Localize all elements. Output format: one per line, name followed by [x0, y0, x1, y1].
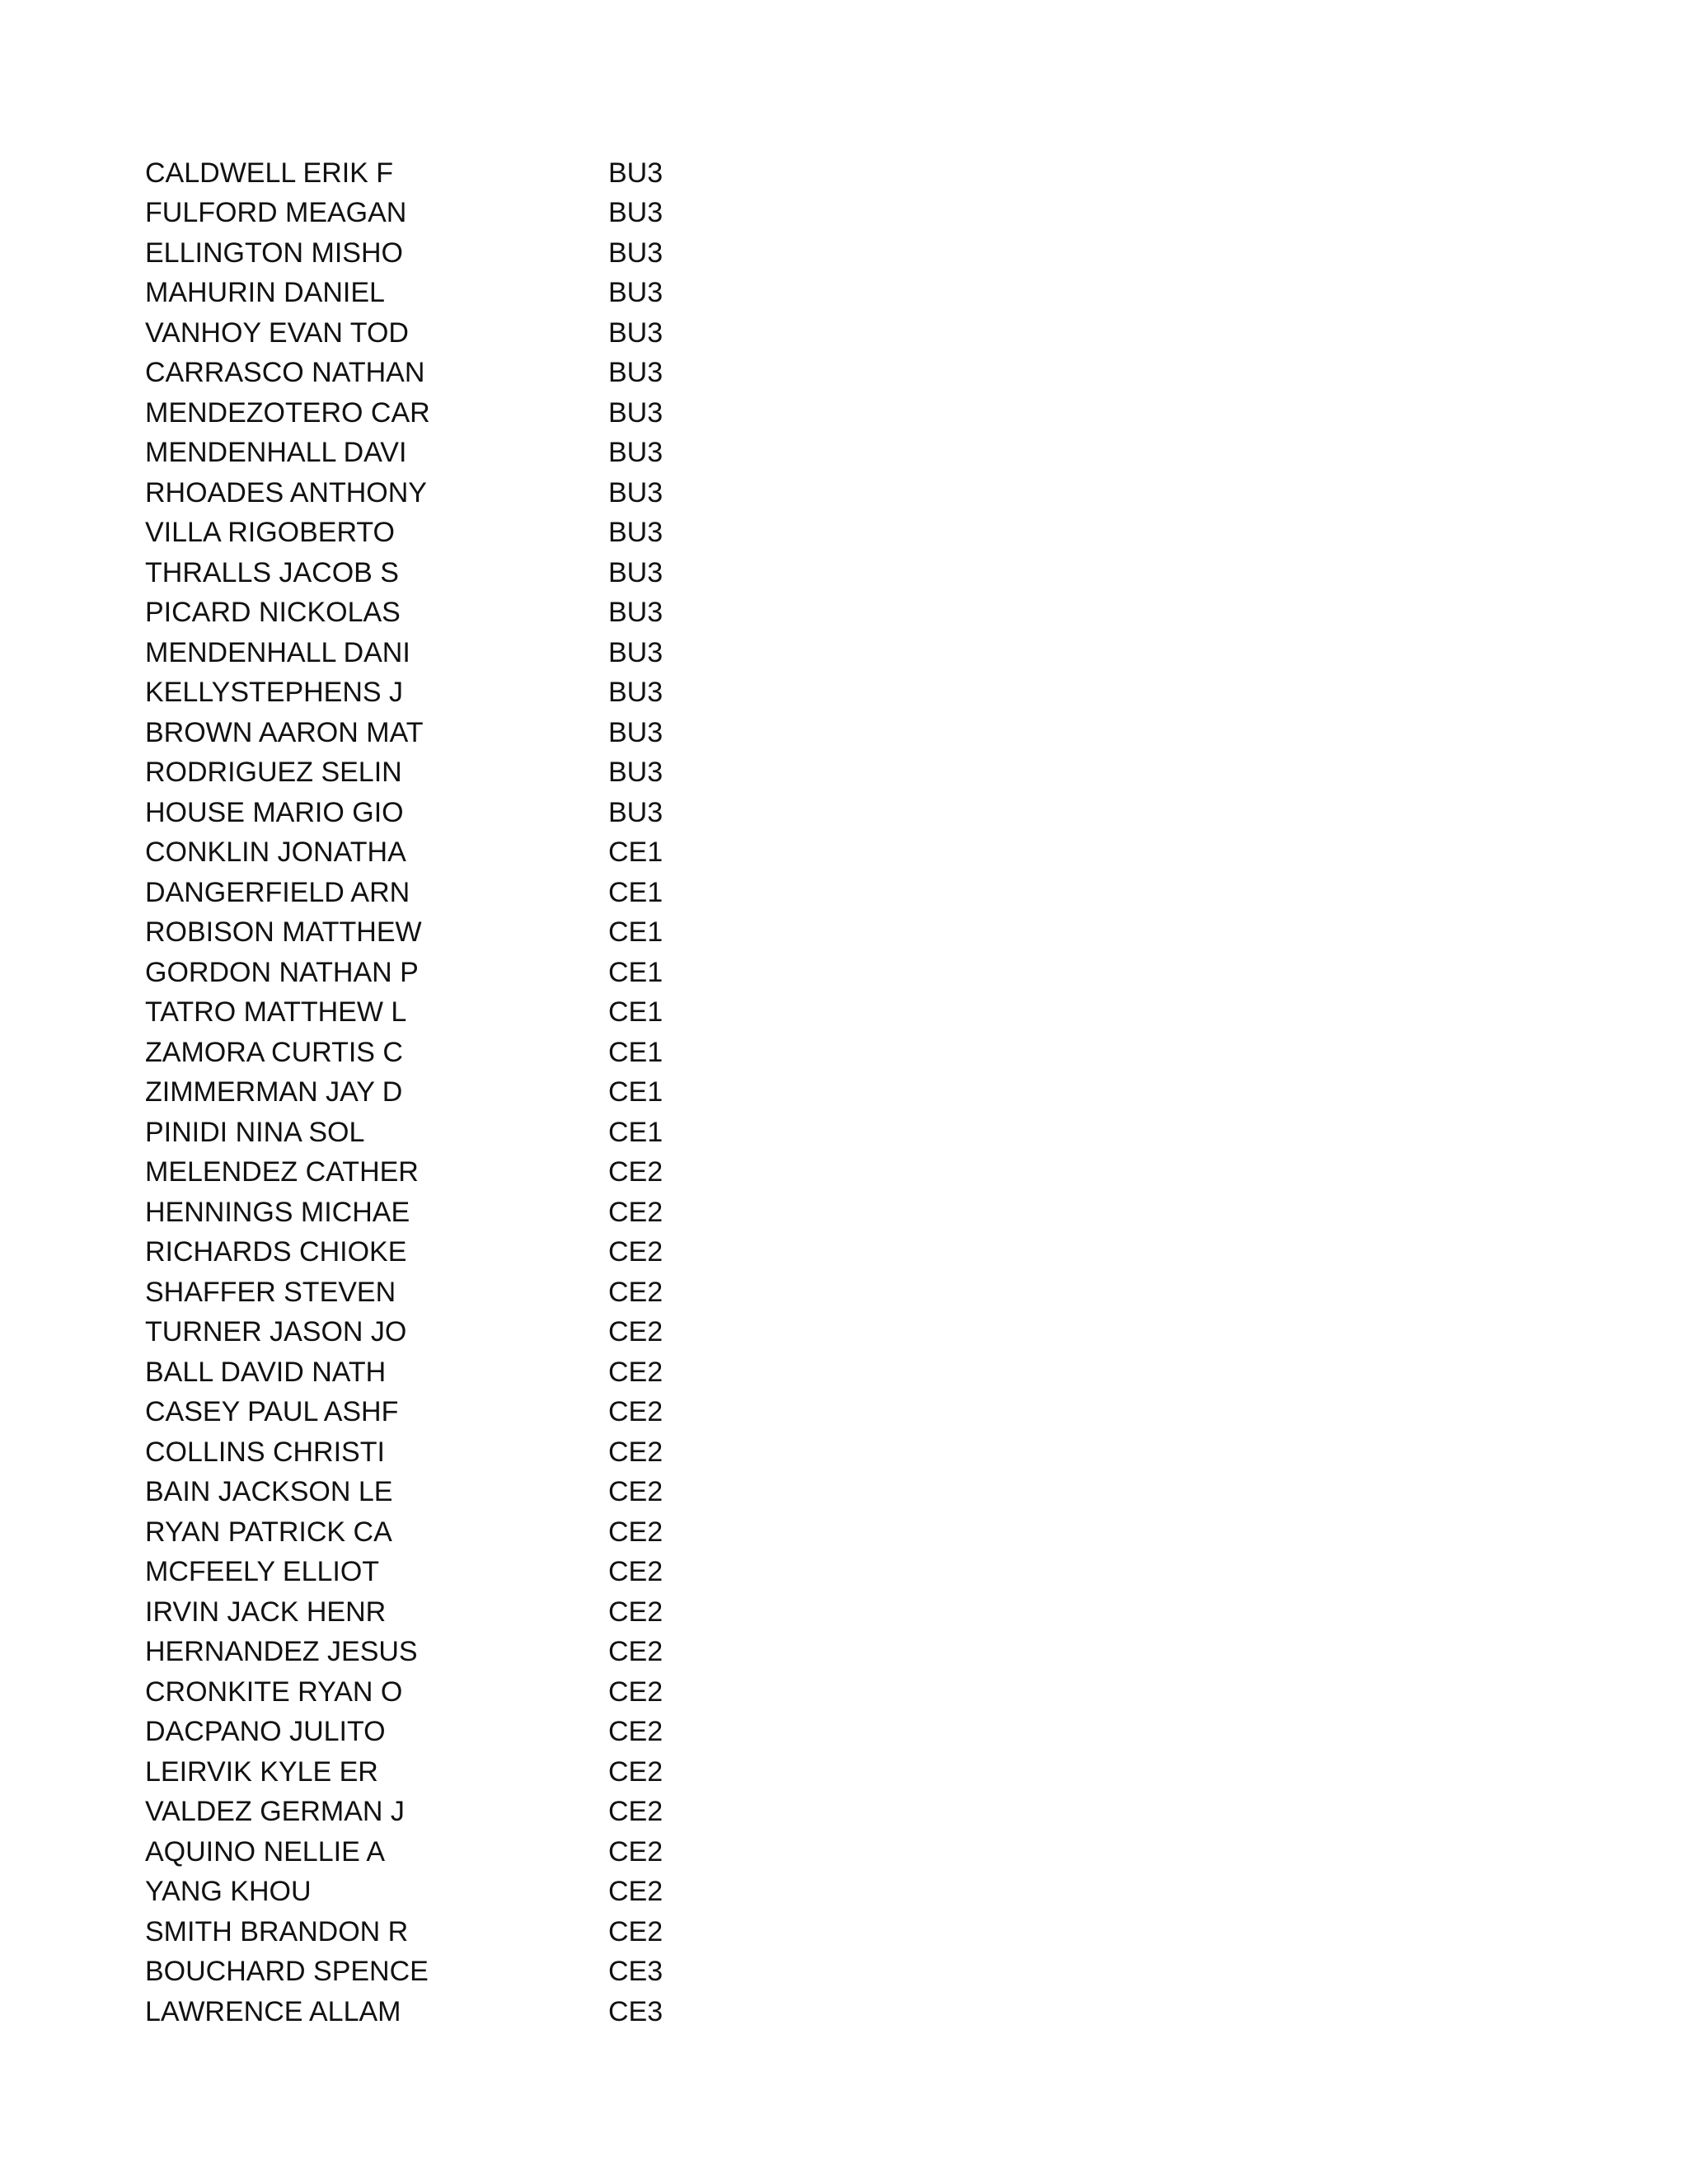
- roster-row: [145, 713, 722, 753]
- roster-row: [145, 1633, 722, 1673]
- roster-row: [145, 1793, 722, 1833]
- rating-code: CE2: [608, 1636, 663, 1668]
- rating-code: CE2: [608, 1796, 663, 1828]
- rating-code: BU3: [608, 357, 663, 389]
- person-name: BAIN JACKSON LE: [145, 1476, 393, 1508]
- roster-row: [145, 753, 722, 794]
- person-name: CRONKITE RYAN O: [145, 1675, 403, 1708]
- rating-code: CE2: [608, 1356, 663, 1388]
- person-name: MENDENHALL DAVI: [145, 437, 407, 469]
- rating-code: CE2: [608, 1755, 663, 1788]
- roster-row: [145, 593, 722, 634]
- rating-code: BU3: [608, 677, 663, 709]
- person-name: BALL DAVID NATH: [145, 1356, 387, 1388]
- person-name: RICHARDS CHIOKE: [145, 1236, 407, 1268]
- person-name: LEIRVIK KYLE ER: [145, 1755, 378, 1788]
- roster-row: [145, 1512, 722, 1553]
- roster-row: [145, 1193, 722, 1233]
- roster-row: [145, 473, 722, 513]
- person-name: MENDENHALL DANI: [145, 636, 410, 668]
- rating-code: BU3: [608, 197, 663, 229]
- roster-row: [145, 1912, 722, 1952]
- roster-row: [145, 1272, 722, 1313]
- roster-row: [145, 1432, 722, 1473]
- roster-list: [145, 153, 722, 2032]
- roster-row: [145, 434, 722, 474]
- person-name: AQUINO NELLIE A: [145, 1835, 385, 1868]
- rating-code: CE1: [608, 1076, 663, 1108]
- roster-row: [145, 1713, 722, 1753]
- roster-row: [145, 313, 722, 354]
- person-name: IRVIN JACK HENR: [145, 1596, 387, 1628]
- roster-row: [145, 153, 722, 194]
- person-name: DANGERFIELD ARN: [145, 876, 410, 908]
- rating-code: CE2: [608, 1156, 663, 1188]
- rating-code: CE1: [608, 916, 663, 949]
- person-name: RHOADES ANTHONY: [145, 476, 427, 509]
- rating-code: CE2: [608, 1276, 663, 1308]
- person-name: TURNER JASON JO: [145, 1316, 407, 1348]
- person-name: MELENDEZ CATHER: [145, 1156, 419, 1188]
- rating-code: CE1: [608, 1116, 663, 1148]
- rating-code: CE2: [608, 1675, 663, 1708]
- roster-row: [145, 1073, 722, 1113]
- rating-code: CE2: [608, 1476, 663, 1508]
- rating-code: CE2: [608, 1196, 663, 1228]
- rating-code: CE2: [608, 1556, 663, 1588]
- rating-code: BU3: [608, 517, 663, 549]
- person-name: MAHURIN DANIEL: [145, 277, 385, 309]
- roster-row: [145, 673, 722, 714]
- person-name: ZAMORA CURTIS C: [145, 1036, 403, 1068]
- person-name: KELLYSTEPHENS J: [145, 677, 404, 709]
- person-name: DACPANO JULITO: [145, 1716, 386, 1748]
- rating-code: CE2: [608, 1835, 663, 1868]
- person-name: LAWRENCE ALLAM: [145, 1995, 401, 2027]
- roster-row: [145, 1872, 722, 1913]
- person-name: RYAN PATRICK CA: [145, 1516, 392, 1548]
- roster-row: [145, 194, 722, 234]
- rating-code: BU3: [608, 597, 663, 629]
- rating-code: CE1: [608, 837, 663, 869]
- roster-row: [145, 873, 722, 913]
- person-name: CASEY PAUL ASHF: [145, 1396, 399, 1428]
- rating-code: BU3: [608, 316, 663, 349]
- roster-row: [145, 1592, 722, 1633]
- rating-code: CE1: [608, 876, 663, 908]
- roster-row: [145, 1352, 722, 1393]
- rating-code: CE2: [608, 1236, 663, 1268]
- roster-row: [145, 1553, 722, 1593]
- roster-row: [145, 553, 722, 593]
- rating-code: CE2: [608, 1396, 663, 1428]
- rating-code: CE2: [608, 1516, 663, 1548]
- roster-row: [145, 1313, 722, 1353]
- rating-code: CE1: [608, 996, 663, 1029]
- rating-code: BU3: [608, 636, 663, 668]
- rating-code: CE2: [608, 1716, 663, 1748]
- roster-row: [145, 1832, 722, 1872]
- person-name: FULFORD MEAGAN: [145, 197, 407, 229]
- person-name: CARRASCO NATHAN: [145, 357, 425, 389]
- rating-code: BU3: [608, 796, 663, 828]
- roster-row: [145, 1393, 722, 1433]
- rating-code: BU3: [608, 157, 663, 189]
- person-name: TATRO MATTHEW L: [145, 996, 407, 1029]
- roster-row: [145, 793, 722, 833]
- rating-code: CE3: [608, 1995, 663, 2027]
- person-name: PINIDI NINA SOL: [145, 1116, 365, 1148]
- person-name: COLLINS CHRISTI: [145, 1436, 385, 1468]
- rating-code: CE1: [608, 956, 663, 988]
- person-name: BOUCHARD SPENCE: [145, 1956, 429, 1988]
- roster-row: [145, 274, 722, 314]
- roster-row: [145, 513, 722, 554]
- rating-code: BU3: [608, 476, 663, 509]
- rating-code: BU3: [608, 396, 663, 429]
- rating-code: BU3: [608, 237, 663, 269]
- person-name: MCFEELY ELLIOT: [145, 1556, 380, 1588]
- person-name: ZIMMERMAN JAY D: [145, 1076, 403, 1108]
- roster-row: [145, 913, 722, 954]
- rating-code: BU3: [608, 437, 663, 469]
- rating-code: BU3: [608, 716, 663, 748]
- roster-row: [145, 833, 722, 874]
- person-name: BROWN AARON MAT: [145, 716, 424, 748]
- rating-code: CE2: [608, 1436, 663, 1468]
- roster-row: [145, 393, 722, 434]
- roster-row: [145, 233, 722, 274]
- person-name: PICARD NICKOLAS: [145, 597, 401, 629]
- rating-code: CE2: [608, 1876, 663, 1908]
- roster-row: [145, 993, 722, 1033]
- person-name: YANG KHOU: [145, 1876, 312, 1908]
- roster-row: [145, 1952, 722, 1993]
- person-name: SMITH BRANDON R: [145, 1915, 409, 1947]
- rating-code: BU3: [608, 757, 663, 789]
- rating-code: CE2: [608, 1596, 663, 1628]
- person-name: VANHOY EVAN TOD: [145, 316, 409, 349]
- person-name: MENDEZOTERO CAR: [145, 396, 430, 429]
- person-name: THRALLS JACOB S: [145, 556, 399, 588]
- roster-row: [145, 633, 722, 673]
- roster-row: [145, 1233, 722, 1273]
- person-name: HERNANDEZ JESUS: [145, 1636, 418, 1668]
- roster-row: [145, 354, 722, 394]
- person-name: CALDWELL ERIK F: [145, 157, 394, 189]
- rating-code: BU3: [608, 277, 663, 309]
- person-name: ELLINGTON MISHO: [145, 237, 403, 269]
- rating-code: CE1: [608, 1036, 663, 1068]
- roster-row: [145, 1153, 722, 1193]
- person-name: HENNINGS MICHAE: [145, 1196, 410, 1228]
- person-name: VILLA RIGOBERTO: [145, 517, 395, 549]
- rating-code: CE3: [608, 1956, 663, 1988]
- rating-code: CE2: [608, 1915, 663, 1947]
- person-name: RODRIGUEZ SELIN: [145, 757, 402, 789]
- person-name: CONKLIN JONATHA: [145, 837, 406, 869]
- roster-row: [145, 1752, 722, 1793]
- roster-row: [145, 1672, 722, 1713]
- roster-row: [145, 1113, 722, 1153]
- person-name: GORDON NATHAN P: [145, 956, 419, 988]
- rating-code: CE2: [608, 1316, 663, 1348]
- roster-row: [145, 1473, 722, 1513]
- rating-code: BU3: [608, 556, 663, 588]
- roster-row: [145, 953, 722, 993]
- roster-row: [145, 1033, 722, 1073]
- roster-row: [145, 1992, 722, 2032]
- person-name: VALDEZ GERMAN J: [145, 1796, 405, 1828]
- person-name: SHAFFER STEVEN: [145, 1276, 396, 1308]
- person-name: ROBISON MATTHEW: [145, 916, 422, 949]
- person-name: HOUSE MARIO GIO: [145, 796, 404, 828]
